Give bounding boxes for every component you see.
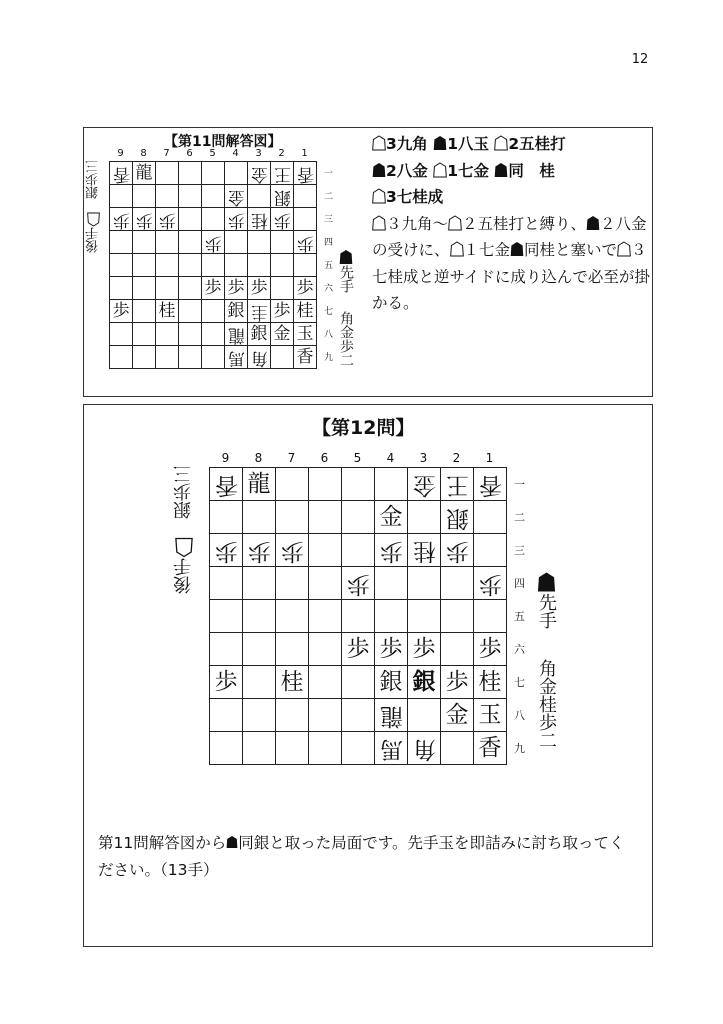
board-square — [243, 699, 276, 732]
column-label: 3 — [419, 451, 428, 465]
board-square: 王 — [441, 468, 474, 501]
board-square: 角 — [248, 346, 271, 369]
board-square: 角 — [408, 732, 441, 765]
board-square: 香 — [474, 468, 507, 501]
board-square: 玉 — [294, 323, 317, 346]
board-square — [179, 231, 202, 254]
board-square — [243, 600, 276, 633]
board-square — [156, 323, 179, 346]
sente-piece-icon — [433, 135, 447, 151]
board-square — [133, 323, 156, 346]
board-square — [342, 699, 375, 732]
board-square: 歩 — [202, 277, 225, 300]
board-square — [294, 208, 317, 231]
board-square: 歩 — [225, 208, 248, 231]
board-square — [179, 346, 202, 369]
board-square — [110, 277, 133, 300]
board-square — [210, 600, 243, 633]
board-square: 龍 — [375, 699, 408, 732]
board-square — [271, 231, 294, 254]
board-square: 香 — [294, 162, 317, 185]
column-label: 4 — [386, 451, 395, 465]
board-square — [210, 633, 243, 666]
board-square — [309, 699, 342, 732]
board-square — [210, 501, 243, 534]
board-square: 銀 — [248, 323, 271, 346]
board-square: 金 — [271, 323, 294, 346]
board-square — [342, 666, 375, 699]
column-label: 5 — [353, 451, 362, 465]
board-square — [133, 277, 156, 300]
board-square — [375, 567, 408, 600]
row-label: 四 — [514, 576, 525, 590]
board-square — [243, 666, 276, 699]
board-square: 歩 — [210, 534, 243, 567]
row-label: 五 — [324, 261, 334, 271]
board-square: 歩 — [474, 633, 507, 666]
column-label: 2 — [278, 148, 285, 159]
board-square: 歩 — [441, 666, 474, 699]
board-square — [294, 185, 317, 208]
board-square — [342, 534, 375, 567]
board-square — [271, 277, 294, 300]
board-square: 金 — [375, 501, 408, 534]
board-square — [441, 633, 474, 666]
board-square: 銀 — [441, 501, 474, 534]
board-square — [202, 208, 225, 231]
board-square — [110, 323, 133, 346]
column-label: 7 — [163, 148, 170, 159]
board-square — [375, 468, 408, 501]
column-labels — [109, 148, 316, 159]
board-square — [110, 346, 133, 369]
board-square — [202, 254, 225, 277]
row-label: 六 — [514, 642, 525, 656]
answer-text — [372, 131, 650, 317]
board-square: 金 — [225, 185, 248, 208]
column-label: 2 — [452, 451, 461, 465]
board-square: 歩 — [248, 277, 271, 300]
board-square: 歩 — [156, 208, 179, 231]
row-label: 三 — [324, 215, 334, 225]
sente-piece-icon — [494, 162, 508, 178]
question-text: 第11問解答図から 同銀と取った局面です。先手玉を即詰みに討ち取ってください。（13手） — [98, 834, 625, 879]
problem-title: 【第12問】 — [312, 417, 415, 439]
board-square: 歩 — [342, 567, 375, 600]
board-square — [179, 254, 202, 277]
moves-line-1: 3九角 1八玉 2五桂打 — [372, 131, 650, 158]
board-square — [441, 732, 474, 765]
board-square: 金 — [441, 699, 474, 732]
board-square: 歩 — [271, 208, 294, 231]
page-number: 12 — [631, 52, 649, 67]
board-square — [179, 185, 202, 208]
sente-piece-icon — [226, 835, 238, 849]
board-square: 香 — [474, 732, 507, 765]
gote-piece-icon — [448, 215, 462, 231]
row-labels — [514, 467, 525, 764]
row-label: 八 — [324, 330, 334, 340]
gote-piece-icon — [372, 135, 386, 151]
board-square — [309, 534, 342, 567]
gote-hand-area — [86, 160, 101, 253]
board-square — [309, 468, 342, 501]
board-square — [156, 231, 179, 254]
board-square: 銀 — [271, 185, 294, 208]
board-square: 歩 — [133, 208, 156, 231]
column-labels — [209, 451, 506, 465]
board-square — [342, 501, 375, 534]
board-square — [276, 699, 309, 732]
row-label: 五 — [514, 609, 525, 623]
board-square — [133, 185, 156, 208]
board-square — [179, 300, 202, 323]
answer-box — [83, 127, 653, 397]
board-square: 桂 — [408, 534, 441, 567]
board-square — [225, 254, 248, 277]
gote-hand: 銀歩三 — [173, 465, 194, 519]
sente-label: 先手 — [338, 265, 354, 293]
board-square: 龍 — [133, 162, 156, 185]
board-square — [408, 501, 441, 534]
problem-box — [83, 404, 653, 947]
board-square: 桂 — [474, 666, 507, 699]
board-square — [156, 185, 179, 208]
board-square: 桂 — [156, 300, 179, 323]
board-square — [202, 300, 225, 323]
board-square — [408, 600, 441, 633]
gote-hand: 銀歩三 — [86, 160, 101, 199]
board-square: 龍 — [243, 468, 276, 501]
sente-hand: 角金桂歩二 — [536, 659, 557, 749]
moves-line-3: 3七桂成 — [372, 184, 650, 211]
board-square — [110, 231, 133, 254]
sente-piece-icon — [338, 249, 354, 265]
column-label: 9 — [221, 451, 230, 465]
board-square — [179, 277, 202, 300]
board-square — [133, 231, 156, 254]
board-square — [294, 254, 317, 277]
board-square: 桂 — [294, 300, 317, 323]
board-square — [276, 567, 309, 600]
board-square: 香 — [294, 346, 317, 369]
row-label: 七 — [324, 307, 334, 317]
board-square — [156, 162, 179, 185]
board-square — [309, 732, 342, 765]
board-square — [243, 501, 276, 534]
column-label: 1 — [485, 451, 494, 465]
board-square: 銀 — [375, 666, 408, 699]
board-square — [309, 501, 342, 534]
column-label: 6 — [186, 148, 193, 159]
board-square: 桂 — [248, 208, 271, 231]
board-square — [309, 567, 342, 600]
sente-label-area — [536, 571, 557, 629]
board-square: 歩 — [294, 277, 317, 300]
board-square — [210, 567, 243, 600]
board-square — [202, 346, 225, 369]
board-square: 馬 — [225, 346, 248, 369]
board-square: 香 — [210, 468, 243, 501]
board-square — [474, 501, 507, 534]
sente-label: 先手 — [536, 593, 557, 629]
gote-piece-icon — [433, 162, 447, 178]
board-square — [133, 346, 156, 369]
board-square: 圭 — [248, 300, 271, 323]
row-label: 二 — [324, 192, 334, 202]
row-label: 九 — [514, 741, 525, 755]
board-square — [271, 254, 294, 277]
board-square — [243, 732, 276, 765]
column-label: 6 — [320, 451, 329, 465]
board-square — [309, 666, 342, 699]
board-square: 王 — [271, 162, 294, 185]
board-square: 玉 — [474, 699, 507, 732]
gote-label: 後手 — [173, 558, 194, 594]
row-label: 八 — [514, 708, 525, 722]
board-square — [248, 185, 271, 208]
board-square — [276, 501, 309, 534]
board-square — [202, 185, 225, 208]
board-square — [276, 600, 309, 633]
sente-label-area — [338, 249, 353, 293]
board-square — [179, 162, 202, 185]
row-labels — [324, 161, 333, 368]
answer-board — [109, 161, 317, 369]
board-square: 金 — [248, 162, 271, 185]
column-label: 1 — [301, 148, 308, 159]
column-label: 7 — [287, 451, 296, 465]
board-square: 龍 — [225, 323, 248, 346]
board-square: 金 — [408, 468, 441, 501]
board-square: 歩 — [408, 633, 441, 666]
board-square: 歩 — [110, 208, 133, 231]
board-square: 歩 — [294, 231, 317, 254]
board-square — [408, 567, 441, 600]
board-square — [133, 300, 156, 323]
row-label: 二 — [514, 510, 525, 524]
column-label: 4 — [232, 148, 239, 159]
sente-piece-icon — [536, 571, 557, 593]
board-square — [474, 534, 507, 567]
gote-piece-icon — [173, 537, 194, 558]
column-label: 8 — [254, 451, 263, 465]
row-label: 六 — [324, 284, 334, 294]
board-square — [202, 162, 225, 185]
row-label: 一 — [324, 169, 334, 179]
board-square — [342, 600, 375, 633]
board-square: 歩 — [276, 534, 309, 567]
board-square — [210, 699, 243, 732]
row-label: 四 — [324, 238, 334, 248]
column-label: 5 — [209, 148, 216, 159]
gote-piece-icon — [86, 212, 101, 227]
board-square: 歩 — [441, 534, 474, 567]
board-square — [243, 633, 276, 666]
column-label: 3 — [255, 148, 262, 159]
column-label: 8 — [140, 148, 147, 159]
board-square: 歩 — [342, 633, 375, 666]
board-square — [342, 468, 375, 501]
board-square: 歩 — [110, 300, 133, 323]
board-square — [225, 231, 248, 254]
board-square: 歩 — [210, 666, 243, 699]
board-square — [248, 231, 271, 254]
board-square — [342, 732, 375, 765]
gote-piece-icon — [494, 135, 508, 151]
board-square: 銀 — [225, 300, 248, 323]
board-square — [276, 468, 309, 501]
board-square — [202, 323, 225, 346]
column-label: 9 — [117, 148, 124, 159]
board-square — [441, 600, 474, 633]
board-square: 歩 — [375, 633, 408, 666]
row-label: 三 — [514, 543, 525, 557]
gote-piece-icon — [372, 188, 386, 204]
board-square — [441, 567, 474, 600]
row-label: 九 — [324, 353, 334, 363]
board-square — [156, 346, 179, 369]
board-square: 歩 — [474, 567, 507, 600]
board-square — [179, 208, 202, 231]
board-square — [248, 254, 271, 277]
board-square: 歩 — [225, 277, 248, 300]
row-label: 七 — [514, 675, 525, 689]
gote-piece-icon — [617, 241, 631, 257]
moves-line-2: 2八金 1七金 同 桂 — [372, 158, 650, 185]
gote-piece-icon — [372, 215, 386, 231]
board-square: 歩 — [375, 534, 408, 567]
sente-hand: 角金歩二 — [338, 311, 354, 367]
board-square — [474, 600, 507, 633]
gote-piece-icon — [450, 241, 464, 257]
sente-piece-icon — [510, 241, 524, 257]
board-square: 歩 — [202, 231, 225, 254]
answer-title: 【第11問解答図】 — [164, 134, 282, 150]
board-square — [133, 254, 156, 277]
board-square — [309, 633, 342, 666]
board-square — [309, 600, 342, 633]
board-square: 馬 — [375, 732, 408, 765]
board-square: 歩 — [243, 534, 276, 567]
board-square — [110, 185, 133, 208]
board-square — [156, 277, 179, 300]
board-square: 歩 — [271, 300, 294, 323]
board-square — [375, 600, 408, 633]
board-square — [156, 254, 179, 277]
board-square — [110, 254, 133, 277]
answer-comment: ３九角～ ２五桂打と縛り、 ２八金の受けに、 １七金 同桂と塞いで ３七桂成と逆サイドに成り込んで必至が掛かる。 — [372, 214, 650, 312]
problem-board — [209, 467, 507, 765]
board-square — [225, 162, 248, 185]
sente-piece-icon — [372, 162, 386, 178]
board-square: 香 — [110, 162, 133, 185]
board-square — [243, 567, 276, 600]
board-square — [271, 346, 294, 369]
sente-piece-icon — [586, 215, 600, 231]
row-label: 一 — [514, 477, 525, 491]
board-square: 銀 — [408, 666, 441, 699]
board-square — [179, 323, 202, 346]
board-square: 桂 — [276, 666, 309, 699]
board-square — [210, 732, 243, 765]
gote-hand-area — [174, 465, 194, 594]
board-square — [276, 633, 309, 666]
board-square — [408, 699, 441, 732]
gote-label: 後手 — [86, 227, 101, 253]
board-square — [276, 732, 309, 765]
